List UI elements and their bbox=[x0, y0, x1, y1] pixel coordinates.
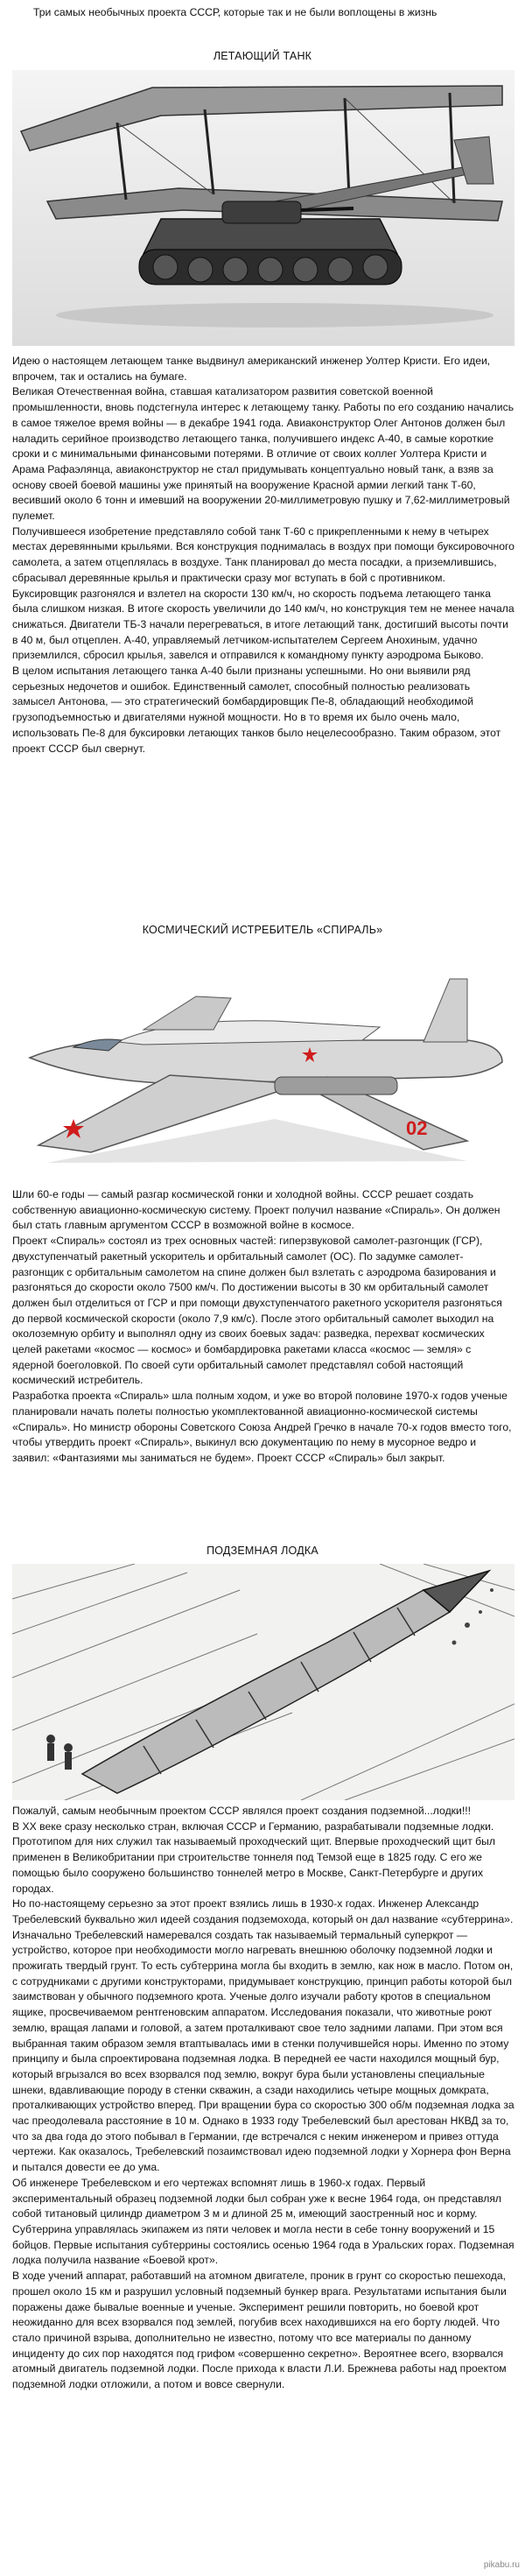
underground-boat-drawing bbox=[12, 1564, 514, 1800]
underground-boat-illustration bbox=[12, 1564, 514, 1800]
article-intro: Три самых необычных проекта СССР, которые так и не были воплощены в жизнь bbox=[33, 6, 438, 18]
spiral-illustration bbox=[12, 944, 514, 1185]
spiral-photo bbox=[12, 944, 514, 1185]
site-watermark: pikabu.ru bbox=[483, 2560, 520, 2570]
flying-tank-photo bbox=[12, 70, 514, 346]
spiral-body-text bbox=[12, 1187, 514, 1467]
boat-paragraph: Об инженере Требелевском и его чертежах вспомнят лишь в 1960-х годах. Первый экспериментальный образец подземной лодки был собран уже к весне 1964 года, он представлял собой титановый цилиндр диаметром 3 м и длиной 25 м, имеющий заостренный нос и корму. Субтеррина управлялась экипажем из пяти человек и могла нести в себе тонну вооружений и 15 бойцов. Первые испытания субтеррины состоялись осенью 1964 года в Уральских горах. Подземная лодка получила название «Боевой крот». bbox=[12, 2176, 514, 2267]
boat-body-text bbox=[12, 1804, 514, 2393]
boat-paragraph: Но по-настоящему серьезно за этот проект взялись лишь в 1930-х годах. Инженер Александр Требелевский буквально жил идеей создания подземохода, который он дал название «субтеррина». Изначально Требелевский намеревался создать так называемый термальный суперкрот — устройство, которое при необходимости могло нагревать внешнюю оболочку подземной лодки и прожигать твердый грунт. То есть субтеррина могла бы входить в землю, как нож в масло. Потом он, с сотрудниками с другими конструкторами, придумывает конструкцию, принцип работы которой был заимствован у обычного подземного крота. Ученые долго изучали работу кротов в специальном ящике, просвечиваемом рентгеновским аппаратом. Исследования показали, что животные роют землю, вращая лапами и головой, а затем проталкивают свое тело задними лапами. При этом вся выбранная таким образом земля втаптывалась ими в стенки получившейся норы. Именно по этому принципу и была спроектирована подземная лодка. В передней ее части находился мощный бур, который вгрызался во всех взорвался под землю, вокруг бура были установлены специальные шнеки, вдавливающие породу в стенки скважин, а сзади находились четыре мощных домкрата, проталкивающих устройство вперед. При вращении бура со скоростью 300 об/м подземная лодка за час преодолевала расстояние в 10 м. Однако в 1933 году Требелевский был арестован НКВД за то, что за два года до этого побывал в Германии, где встречался с неким инженером и привез оттуда чертежи. Как оказалось, Требелевский позаимствовал идею подземной лодки у Хорнера фон Верна и пытался довести ее до ума. bbox=[12, 1897, 514, 2174]
tank-paragraph: Буксировщик разгонялся и взлетел на скорости 130 км/ч, но скорость подъема летающего танка была слишком низкая. В итоге скорость увеличили до 140 км/ч, но конструкция тем не менее начала снижаться. Двигатели ТБ-3 начали перегреваться, в итоге летающий танк, достигший высоты почти в 40 м, был отцеплен. А-40, управляемый летчиком-испытателем Сергеем Анохиным, удачно приземлился, сбросил крылья, завелся и отправился к командному пункту аэродрома Быково. bbox=[12, 587, 514, 662]
spiral-paragraph: Проект «Спираль» состоял из трех основных частей: гиперзвуковой самолет-разгонщик (ГСР), двухступенчатый ракетный ускоритель и орбитальный самолет (ОС). По задумке самолет-разгонщик с орбитальным самолетом на спине должен был взлетать с аэродрома базирования и разгоняться до скорости около 7500 км/ч. По достижении высоты в 30 км орбитальный самолет должен был отделиться от ГСР и при помощи двухступенчатого ракетного ускорителя разгоняться до первой космической скорости (около 7,9 км/с). После этого орбитальный самолет выходил на околоземную орбиту и выполнял одну из своих боевых задач: разведка, перехват космических целей ракетами «космос — космос» и бомбардировка ракетами класса «космос — земля» с ядерной боеголовкой. По своей сути орбитальный самолет представлял собой настоящий космический истребитель. bbox=[12, 1235, 502, 1387]
fuselage-number: 02 bbox=[406, 1117, 428, 1139]
boat-heading: ПОДЗЕМНАЯ ЛОДКА bbox=[206, 1545, 318, 1557]
tank-paragraph: Получившееся изобретение представляло собой танк Т-60 с прикрепленными к нему в четырех местах деревянными крыльями. Вся конструкция поднималась в воздух при помощи буксировочного самолета, а затем отцеплялась в воздухе. Танк планировал до места посадки, а приземлившись, сбрасывал деревянные крылья и практически сразу мог вступать в бой с противником. bbox=[12, 524, 514, 584]
spiral-paragraph: Разработка проекта «Спираль» шла полным ходом, и уже во второй половине 1970-х годов ученые планировали начать полеты полностью укомплектованной авиационно-космической системы «Спираль». Но министр обороны Советского Союза Андрей Гречко в начале 70-х годов вместо того, чтобы утвердить проект «Спираль», выкинул всю документацию по нему в мусорное ведро и заявил: «Фантазиями мы заниматься не будем». Проект СССР «Спираль» был закрыт. bbox=[12, 1390, 512, 1464]
tank-paragraph: Великая Отечественная война, ставшая катализатором развития советской военной промышленности, вновь подстегнула интерес к летающему танку. Работы по его созданию начались в самое тяжелое время войны — в декабре 1941 года. Авиаконструктор Олег Антонов должен был наладить серийное производство летающего танка, получившего индекс А-40, в самые короткие сроки и с минимальными финансовыми потерями. В отличие от своих коллег Уолтера Кристи и Арама Рафаэлянца, авиаконструктор не стал придумывать концептуально новый танк, а взяв за основу своей боевой машины уже принятый на вооружение Красной армии легкий танк Т-60, весивший около 6 тонн и имевший на вооружении 20-миллиметровую пушку и 7,62-миллиметровый пулемет. bbox=[12, 385, 514, 523]
boat-paragraph: В XX веке сразу несколько стран, включая СССР и Германию, разрабатывали подземные лодки. Прототипом для них служил так называемый проходческий щит. Впервые проходческий щит был применен в Великобритании при строительстве тоннеля под Темзой еще в 1825 году. С его же помощью было сооружено большинство тоннелей метро в Москве, Санкт-Петербурге и других городах. bbox=[12, 1819, 496, 1895]
flying-tank-illustration bbox=[12, 70, 514, 346]
tank-body-text bbox=[12, 354, 514, 757]
tank-paragraph: В целом испытания летающего танка А-40 были признаны успешными. Но они выявили ряд серьезных недочетов и ошибок. Единственный самолет, способный полностью реализовать замысел Антонова, — это стратегический бомбардировщик Пе-8, обладающий необходимой грузоподъемностью и двигателями нужной мощности. Но в то время их было очень мало, использовать Пе-8 для буксировки летающих танков было нецелесообразно. Таким образом, этот проект СССР был свернут. bbox=[12, 665, 501, 755]
tank-paragraph: Идею о настоящем летающем танке выдвинул американский инженер Уолтер Кристи. Его идеи, впрочем, так и остались на бумаге. bbox=[12, 355, 491, 383]
boat-paragraph: В ходе учений аппарат, работавший на атомном двигателе, проник в грунт со скоростью пешехода, прошел около 15 км и разрушил условный подземный бункер врага. Результатами испытания были поражены даже бывалые военные и ученые. Эксперимент решили повторить, но боевой крот неожиданно для всех взорвался под землей, погубив всех находившихся на его борту людей. Что стало причиной взрыва, дополнительно не известно, потому что все материалы по данному инциденту до сих пор находятся под грифом «совершенно секретно». Вероятнее всего, взорвался атомный двигатель подземной лодки. После прихода к власти Л.И. Брежнева работы над проектом подземной лодки отложили, а потом и вовсе свернули. bbox=[12, 2270, 507, 2391]
tank-heading: ЛЕТАЮЩИЙ ТАНК bbox=[213, 50, 312, 62]
spiral-paragraph: Шли 60-е годы — самый разгар космической гонки и холодной войны. СССР решает создать собственную авиационно-космическую систему. Проект получил название «Спираль». Он должен был стать главным аргументом СССР в возможной войне в космосе. bbox=[12, 1188, 500, 1232]
spiral-heading: КОСМИЧЕСКИЙ ИСТРЕБИТЕЛЬ «СПИРАЛЬ» bbox=[142, 924, 383, 936]
boat-paragraph: Пожалуй, самым необычным проектом СССР являлся проект создания подземной...лодки!!! bbox=[12, 1805, 471, 1817]
